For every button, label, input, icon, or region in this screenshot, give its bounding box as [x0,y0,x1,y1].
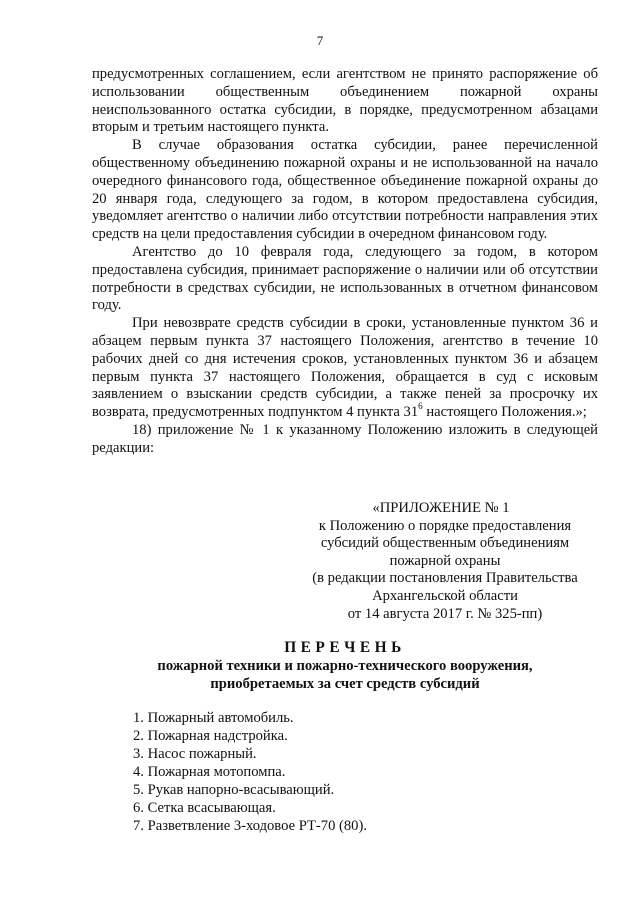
paragraph: В случае образования остатка субсидии, ранее перечисленной общественному объединению пожарной охраны и не использованной на начало очередного финансового года, общественное объединение пожарной охраны до 20 января года, следующего за годом, в котором предоставлена субсидия, уведомляет агентство о наличии либо отсутствии потребности направления этих средств на цели предоставления субсидии в очередном финансовом году. [92,137,598,243]
list-item: 5. Рукав напорно-всасывающий. [133,782,335,798]
appendix-line: субсидий общественным объединениям [320,535,570,552]
list-item: 7. Разветвление 3-ходовое РТ-70 (80). [133,818,367,834]
page-number: 7 [316,33,324,48]
list-item: 1. Пожарный автомобиль. [133,710,294,726]
equipment-list [133,709,367,835]
heading-subtitle: приобретаемых за счет средств субсидий [210,675,480,692]
heading-subtitle: пожарной техники и пожарно-технического вооружения, [157,658,533,674]
appendix-line: к Положению о порядке предоставления [318,517,572,534]
appendix-title: «ПРИЛОЖЕНИЕ № 1 [372,500,510,516]
list-item: 4. Пожарная мотопомпа. [133,764,286,780]
heading-title: ПЕРЕЧЕНЬ [284,639,406,656]
paragraph: Агентство до 10 февраля года, следующего за годом, в котором предоставлена субсидия, принимает распоряжение о наличии или об отсутствии потребности в средствах субсидии, не использованных в отчетном финансовом году. [92,243,598,314]
appendix-line: (в редакции постановления Правительства [312,570,578,587]
appendix-header [310,500,580,623]
appendix-line: пожарной охраны [389,552,501,569]
list-item: 6. Сетка всасывающая. [133,800,276,816]
paragraph: предусмотренных соглашением, если агентством не принято распоряжение об использовании общественным объединением пожарной охраны неиспользованного остатка субсидии, в порядке, предусмотренном абзацами вторым и третьим настоящего пункта. [92,66,598,136]
paragraph-text-tail: настоящего Положения.»; [426,404,587,421]
appendix-line: от 14 августа 2017 г. № 325-пп) [347,605,543,622]
list-item: 3. Насос пожарный. [133,746,257,762]
paragraph [92,315,598,422]
paragraph: 18) приложение № 1 к указанному Положению изложить в следующей редакции: [92,421,598,456]
list-heading [92,638,598,693]
paragraph-text: При невозврате средств субсидии в сроки, установленные пунктом 36 и абзацем первым пункта 37 настоящего Положения, агентство в течение 10 рабочих дней со дня истечения сроков, установленных пунктом 36 и абзацем первым пункта 37 настоящего Положения, обращается в суд с исковым заявлением о взыскании средств субсидии, а также пеней за просрочку их возврата, предусмотренных подпунктом 4 пункта 31 [92,315,598,421]
body-text [92,66,598,458]
list-item: 2. Пожарная надстройка. [133,728,288,744]
appendix-line: Архангельской области [372,587,518,604]
superscript: 6 [418,401,423,412]
